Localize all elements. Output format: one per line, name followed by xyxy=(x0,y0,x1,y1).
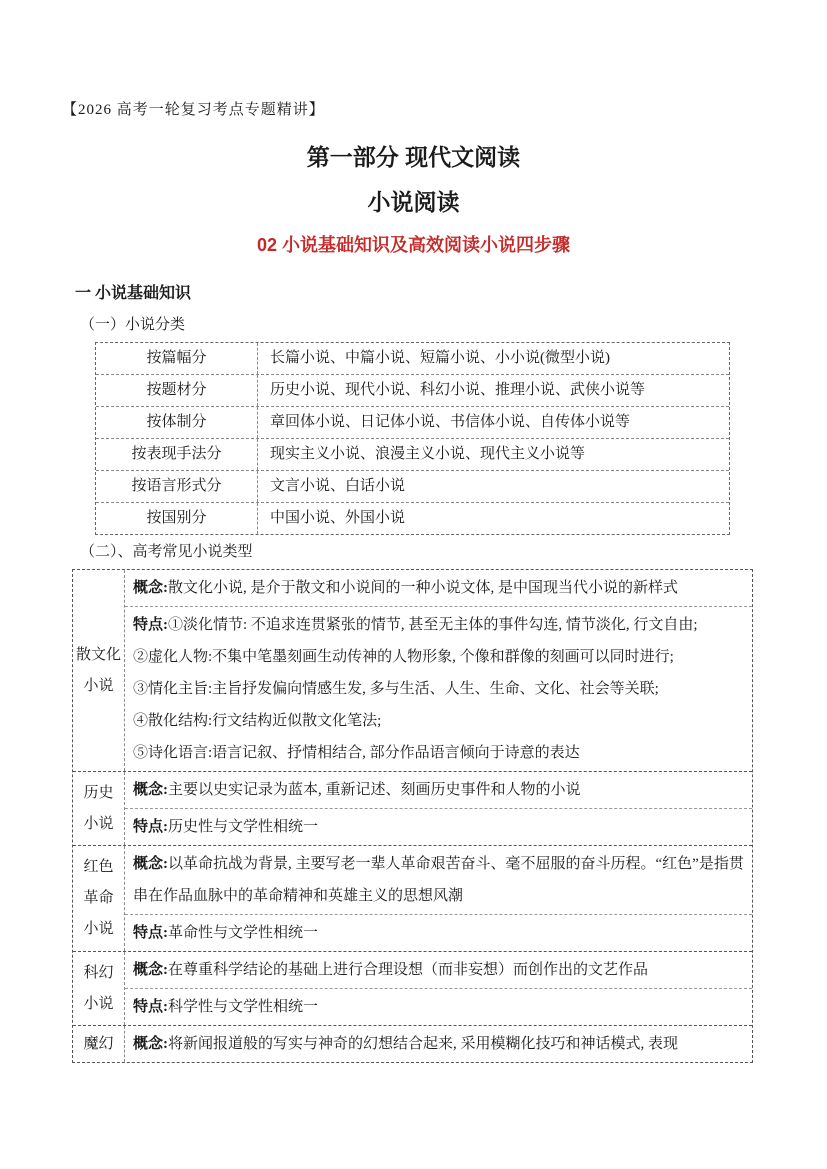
type-label-line: 科幻 xyxy=(83,964,114,981)
doc-tag: 【2026 高考一轮复习考点专题精讲】 xyxy=(62,102,325,118)
row-content-cell: 章回体小说、日记体小说、书信体小说、自传体小说等 xyxy=(270,414,631,430)
type-label-line: 小说 xyxy=(83,815,114,832)
concept-label: 概念: xyxy=(133,782,168,798)
concept-text: 以革命抗战为背景, 主要写老一辈人革命艰苦奋斗、毫不屈服的奋斗历程。“红色”是指贯串在作品血脉中的革命精神和英雄主义的思想风潮 xyxy=(133,856,744,904)
row-label-cell: 按题材分 xyxy=(96,375,258,406)
row-content-cell: 现实主义小说、浪漫主义小说、现代主义小说等 xyxy=(270,446,586,462)
feature-text: 历史性与文学性相统一 xyxy=(168,819,319,835)
feature-label: 特点: xyxy=(133,617,168,633)
types-table xyxy=(72,569,753,1063)
type-label-line: 小说 xyxy=(83,995,114,1012)
table-row-sanwenhua xyxy=(73,570,752,771)
table-row xyxy=(96,406,729,438)
concept-text: 将新闻报道般的写实与神奇的幻想结合起来, 采用模糊化技巧和神话模式, 表现 xyxy=(168,1036,679,1052)
concept-text: 在尊重科学结论的基础上进行合理设想（而非妄想）而创作出的文艺作品 xyxy=(168,962,649,978)
feature-item xyxy=(133,609,744,641)
feature-label: 特点: xyxy=(133,999,168,1015)
row-label-cell: 按语言形式分 xyxy=(96,471,258,502)
row-content-cell: 中国小说、外国小说 xyxy=(270,510,406,526)
concept-label: 概念: xyxy=(133,856,168,872)
type-label-line: 小说 xyxy=(83,921,114,937)
subheading-common-types: （二）、高考常见小说类型 xyxy=(80,544,253,560)
concept-label: 概念: xyxy=(133,962,168,978)
table-row-lishi xyxy=(73,771,752,845)
type-label-cell xyxy=(73,570,125,771)
type-label-line: 小说 xyxy=(83,677,114,694)
table-row-mohuan xyxy=(73,1025,752,1062)
row-label-cell: 按篇幅分 xyxy=(96,343,258,374)
concept-cell xyxy=(125,846,752,914)
type-label-line: 红色 xyxy=(83,859,114,875)
table-row-kehuan xyxy=(73,951,752,1025)
feature-label: 特点: xyxy=(133,819,168,835)
row-label-cell: 按体制分 xyxy=(96,407,258,438)
row-label-cell: 按表现手法分 xyxy=(96,439,258,470)
features-cell xyxy=(125,606,752,771)
type-label-line: 散文化 xyxy=(75,646,121,663)
feature-text: ①淡化情节: 不追求连贯紧张的情节, 甚至无主体的事件勾连, 情节淡化, 行文自由; xyxy=(168,617,698,633)
feature-cell xyxy=(125,914,752,951)
type-label-line: 革命 xyxy=(83,890,114,906)
concept-cell xyxy=(125,952,752,988)
table-row xyxy=(96,343,729,374)
type-body xyxy=(125,772,752,845)
part-title: 第一部分 现代文阅读 xyxy=(306,144,521,170)
classification-table xyxy=(95,342,730,535)
table-row-hongse xyxy=(73,845,752,951)
concept-label: 概念: xyxy=(133,580,168,596)
table-row xyxy=(96,438,729,470)
concept-cell xyxy=(125,1026,752,1062)
feature-cell xyxy=(125,808,752,845)
feature-item: ⑤诗化语言:语言记叙、抒情相结合, 部分作品语言倾向于诗意的表达 xyxy=(133,745,580,761)
table-row xyxy=(96,502,729,534)
lesson-title: 02 小说基础知识及高效阅读小说四步骤 xyxy=(256,235,571,255)
subheading-classification: （一）小说分类 xyxy=(80,317,186,333)
feature-text: 科学性与文学性相统一 xyxy=(168,999,319,1015)
row-content-cell: 历史小说、现代小说、科幻小说、推理小说、武侠小说等 xyxy=(270,382,646,398)
type-label-line: 历史 xyxy=(83,784,114,801)
type-label-cell xyxy=(73,952,125,1025)
concept-cell xyxy=(125,570,752,606)
feature-item: ②虚化人物:不集中笔墨刻画生动传神的人物形象, 个像和群像的刻画可以同时进行; xyxy=(133,649,674,665)
concept-cell xyxy=(125,772,752,808)
type-body xyxy=(125,952,752,1025)
type-label-line: 魔幻 xyxy=(83,1035,114,1052)
concept-text: 主要以史实记录为蓝本, 重新记述、刻画历史事件和人物的小说 xyxy=(168,782,581,798)
concept-label: 概念: xyxy=(133,1036,168,1052)
feature-item: ③情化主旨:主旨抒发偏向情感生发, 多与生活、人生、生命、文化、社会等关联; xyxy=(133,681,659,697)
type-label-cell xyxy=(73,772,125,845)
feature-item: ④散化结构:行文结构近似散文化笔法; xyxy=(133,713,382,729)
type-body xyxy=(125,846,752,951)
concept-text: 散文化小说, 是介于散文和小说间的一种小说文体, 是中国现当代小说的新样式 xyxy=(168,580,679,596)
feature-cell xyxy=(125,988,752,1025)
type-label-cell xyxy=(73,1026,125,1062)
row-content-cell: 文言小说、白话小说 xyxy=(270,478,406,494)
feature-text: 革命性与文学性相统一 xyxy=(168,925,319,941)
table-row xyxy=(96,374,729,406)
type-label-cell xyxy=(73,846,125,951)
row-label-cell: 按国别分 xyxy=(96,503,258,534)
type-body xyxy=(125,570,752,771)
heading-basic-knowledge: 一 小说基础知识 xyxy=(75,285,192,302)
section-title: 小说阅读 xyxy=(367,189,460,215)
table-row xyxy=(96,470,729,502)
feature-label: 特点: xyxy=(133,925,168,941)
type-body xyxy=(125,1026,752,1062)
row-content-cell: 长篇小说、中篇小说、短篇小说、小小说(微型小说) xyxy=(270,350,610,366)
